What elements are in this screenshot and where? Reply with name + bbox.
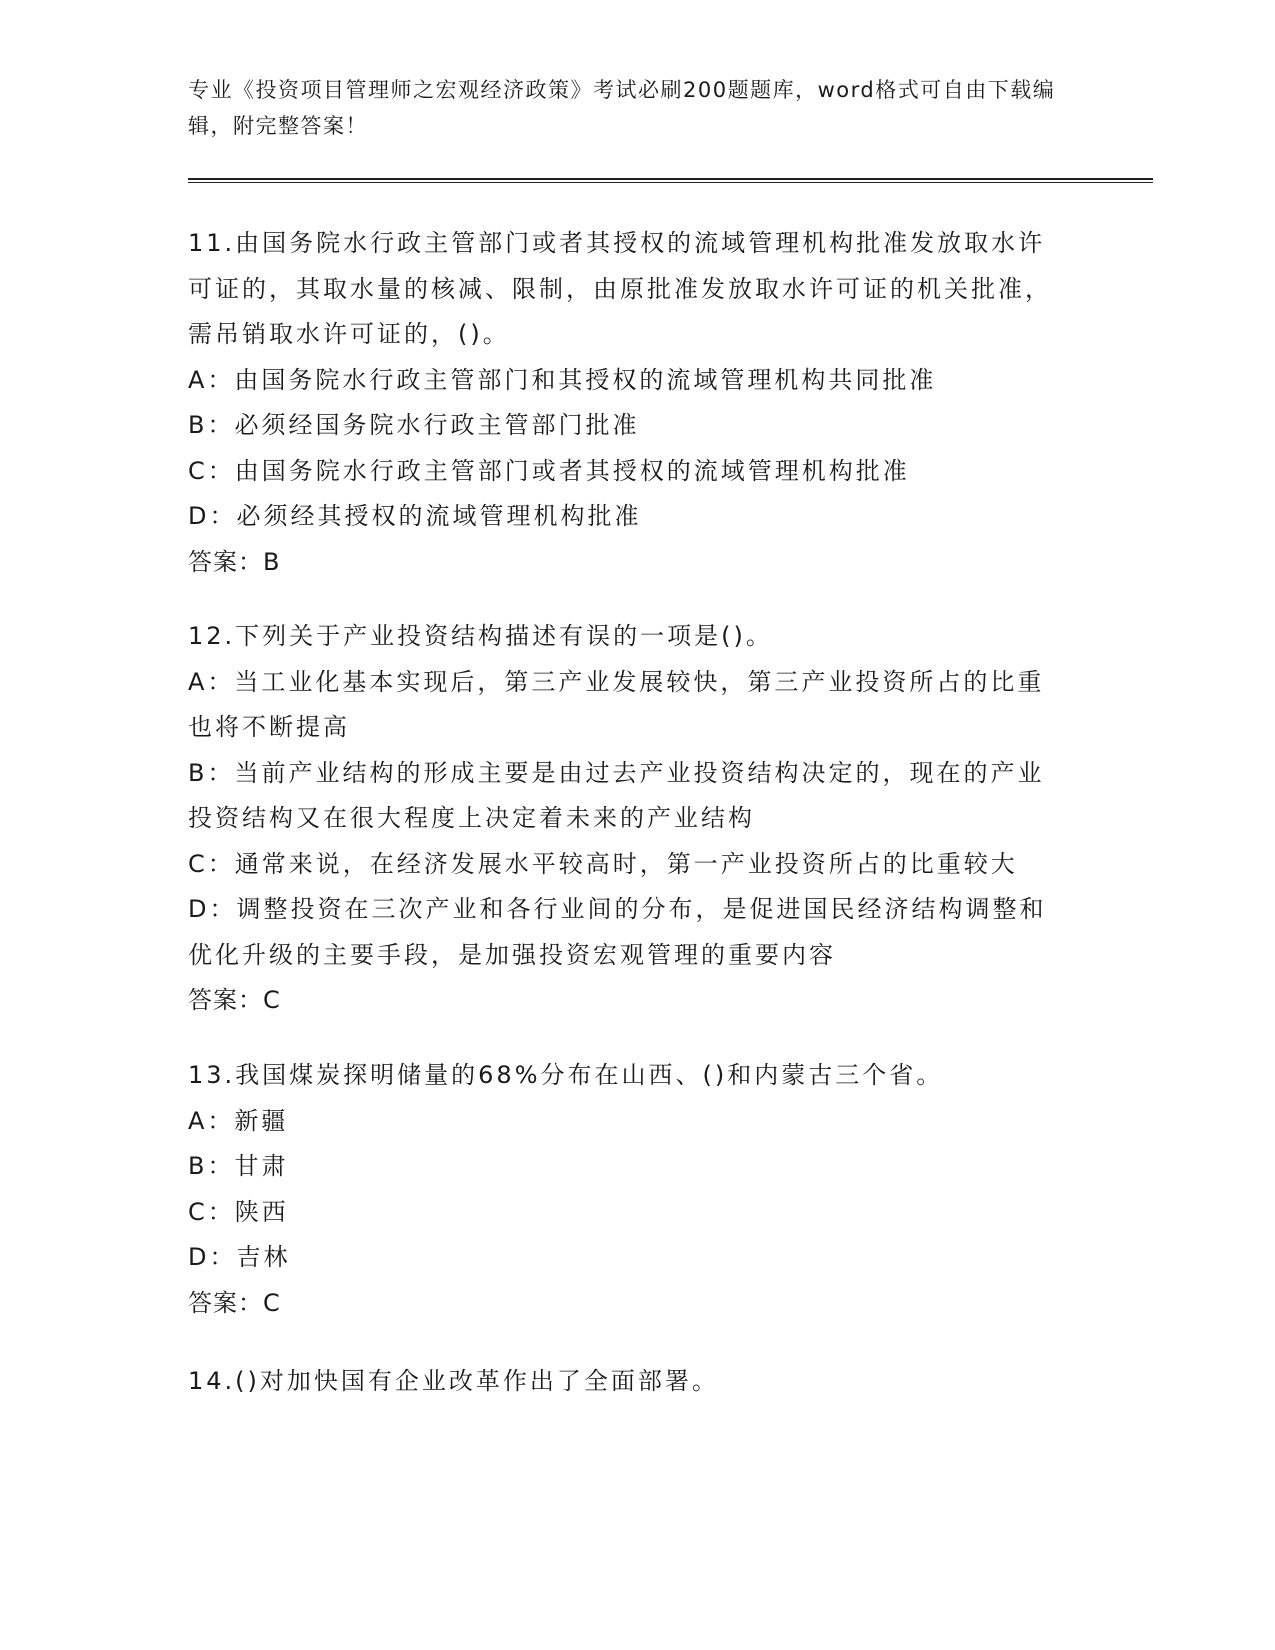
option-a: A：由国务院水行政主管部门和其授权的流域管理机构共同批准 [188,365,937,394]
option-b: B：甘肃 [188,1152,289,1180]
option-d: D：吉林 [188,1243,291,1271]
question-stem: 11.由国务院水行政主管部门或者其授权的流域管理机构批准发放取水许可证的，其取水量的核减、限制，由原批准发放取水许可证的机关批准，需吊销取水许可证的，()。 [188,229,1052,348]
option-c: C：陕西 [188,1197,289,1226]
option-a: A：新疆 [188,1106,289,1135]
header-divider [188,178,1153,183]
question-stem: 14.()对加快国有企业改革作出了全面部署。 [188,1367,719,1395]
answer-label: 答案：C [188,986,281,1014]
question-12 [188,614,1068,1024]
option-a: A：当工业化基本实现后，第三产业发展较快，第三产业投资所占的比重也将不断提高 [188,667,1045,741]
option-c: C：由国务院水行政主管部门或者其授权的流域管理机构批准 [188,456,910,485]
document-header: 专业《投资项目管理师之宏观经济政策》考试必刷200题题库，word格式可自由下载编辑，附完整答案！ [188,78,1056,138]
answer-label: 答案：C [188,1288,281,1317]
option-b: B：必须经国务院水行政主管部门批准 [188,411,640,439]
question-13 [188,1053,1068,1326]
option-c: C：通常来说，在经济发展水平较高时，第一产业投资所占的比重较大 [188,849,1018,878]
option-d: D：必须经其授权的流域管理机构批准 [188,502,642,530]
question-14 [188,1359,1068,1405]
question-stem: 13.我国煤炭探明储量的68%分布在山西、()和内蒙古三个省。 [188,1061,944,1089]
option-b: B：当前产业结构的形成主要是由过去产业投资结构决定的，现在的产业投资结构又在很大程度上决定着未来的产业结构 [188,758,1045,832]
answer-label: 答案：B [188,547,281,576]
question-stem: 12.下列关于产业投资结构描述有误的一项是()。 [188,622,773,650]
option-d: D：调整投资在三次产业和各行业间的分布，是促进国民经济结构调整和优化升级的主要手段，是加强投资宏观管理的重要内容 [188,895,1047,969]
question-11 [188,221,1068,585]
